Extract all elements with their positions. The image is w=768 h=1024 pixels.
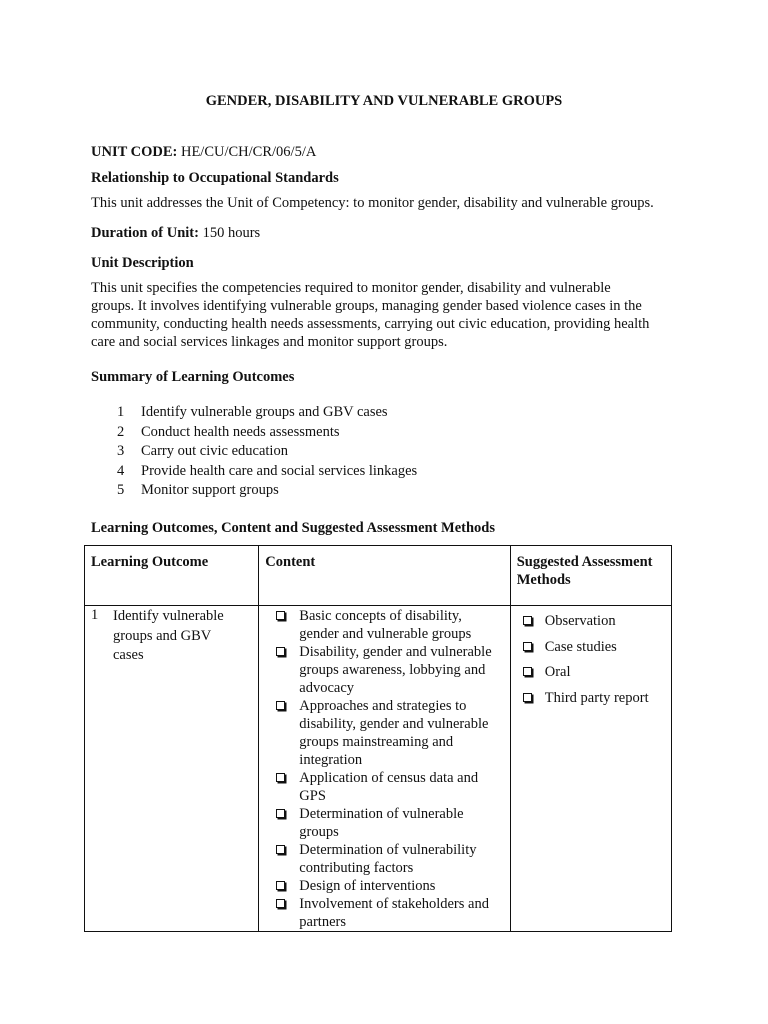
content-text: Involvement of stakeholders and partners	[299, 896, 489, 930]
duration-value: 150 hours	[198, 225, 261, 241]
list-item	[523, 612, 665, 630]
list-item	[117, 423, 417, 443]
outcome-line: cases	[113, 647, 144, 663]
table-header-row	[85, 546, 672, 606]
item-number: 5	[117, 482, 125, 498]
list-item	[117, 442, 417, 462]
content-cell	[259, 606, 510, 932]
item-text: Monitor support groups	[141, 482, 279, 498]
content-text: Determination of vulnerable groups	[299, 806, 464, 840]
checkbox-bullet-icon	[276, 809, 285, 818]
relationship-text: This unit addresses the Unit of Competency: to monitor gender, disability and vulnerable groups.	[91, 195, 654, 211]
checkbox-bullet-icon	[276, 899, 285, 908]
learning-outcome-cell	[85, 606, 259, 932]
unit-code-value: HE/CU/CH/CR/06/5/A	[177, 144, 317, 160]
relationship-heading: Relationship to Occupational Standards	[91, 170, 339, 186]
unit-code-line	[91, 143, 316, 161]
list-item	[523, 638, 665, 656]
checkbox-bullet-icon	[276, 881, 285, 890]
list-item	[276, 643, 503, 697]
content-text: Application of census data and GPS	[299, 770, 479, 804]
list-item	[276, 769, 503, 805]
checkbox-bullet-icon	[276, 845, 285, 854]
checkbox-bullet-icon	[523, 667, 532, 676]
description-line: care and social services linkages and monitor support groups.	[91, 334, 448, 350]
list-item	[276, 697, 503, 769]
checkbox-bullet-icon	[276, 701, 285, 710]
description-line: community, conducting health needs assessments, carrying out civic education, providing health	[91, 316, 650, 332]
description-heading: Unit Description	[91, 255, 194, 271]
summary-heading: Summary of Learning Outcomes	[91, 369, 295, 385]
checkbox-bullet-icon	[276, 611, 285, 620]
table-heading: Learning Outcomes, Content and Suggested Assessment Methods	[91, 520, 496, 536]
item-text: Provide health care and social services linkages	[141, 462, 418, 479]
content-text: Approaches and strategies to disability, gender and vulnerable groups mainstreaming and integration	[299, 698, 489, 768]
duration-line	[91, 224, 260, 242]
method-text: Oral	[544, 664, 571, 680]
list-item	[117, 462, 417, 482]
summary-outcomes-list	[117, 403, 417, 501]
duration-label: Duration of Unit:	[91, 225, 199, 241]
content-text: Design of interventions	[299, 878, 436, 894]
description-paragraph	[91, 279, 681, 351]
assessment-methods-list	[511, 606, 671, 707]
list-item	[276, 841, 503, 877]
content-list	[259, 606, 509, 931]
table-row	[85, 606, 672, 932]
item-text: Carry out civic education	[141, 443, 288, 459]
list-item	[117, 403, 417, 423]
column-header: Suggested Assessment Methods	[510, 546, 671, 606]
list-item	[117, 481, 417, 501]
content-text: Basic concepts of disability, gender and vulnerable groups	[299, 608, 472, 642]
checkbox-bullet-icon	[523, 616, 532, 625]
list-item	[523, 663, 665, 681]
list-item	[276, 895, 503, 931]
outcome-number: 1	[91, 607, 99, 623]
list-item	[276, 805, 503, 841]
list-item	[276, 877, 503, 895]
item-number: 3	[117, 443, 125, 459]
document-title: GENDER, DISABILITY AND VULNERABLE GROUPS	[205, 93, 563, 109]
list-item	[523, 689, 665, 707]
item-text: Conduct health needs assessments	[141, 423, 340, 440]
outcome-line: Identify vulnerable	[113, 608, 224, 624]
item-number: 1	[117, 404, 125, 420]
learning-outcomes-table	[84, 545, 672, 932]
method-text: Case studies	[544, 638, 617, 655]
content-text: Disability, gender and vulnerable groups awareness, lobbying and advocacy	[299, 644, 492, 696]
column-header: Learning Outcome	[85, 546, 259, 606]
list-item	[276, 607, 503, 643]
checkbox-bullet-icon	[523, 642, 532, 651]
column-header: Content	[259, 546, 510, 606]
description-line: This unit specifies the competencies required to monitor gender, disability and vulnerable	[91, 280, 611, 296]
checkbox-bullet-icon	[276, 773, 285, 782]
content-text: Determination of vulnerability contributing factors	[299, 842, 477, 876]
unit-code-label: UNIT CODE:	[91, 144, 178, 160]
method-text: Observation	[544, 613, 616, 629]
item-number: 4	[117, 462, 125, 479]
method-text: Third party report	[544, 689, 649, 706]
assessment-methods-cell	[510, 606, 671, 932]
checkbox-bullet-icon	[276, 647, 285, 656]
outcome-text	[113, 607, 253, 666]
item-number: 2	[117, 423, 125, 440]
checkbox-bullet-icon	[523, 693, 532, 702]
description-line: groups. It involves identifying vulnerable groups, managing gender based violence cases in the	[91, 298, 642, 314]
outcome-line: groups and GBV	[113, 627, 212, 644]
item-text: Identify vulnerable groups and GBV cases	[141, 404, 388, 420]
